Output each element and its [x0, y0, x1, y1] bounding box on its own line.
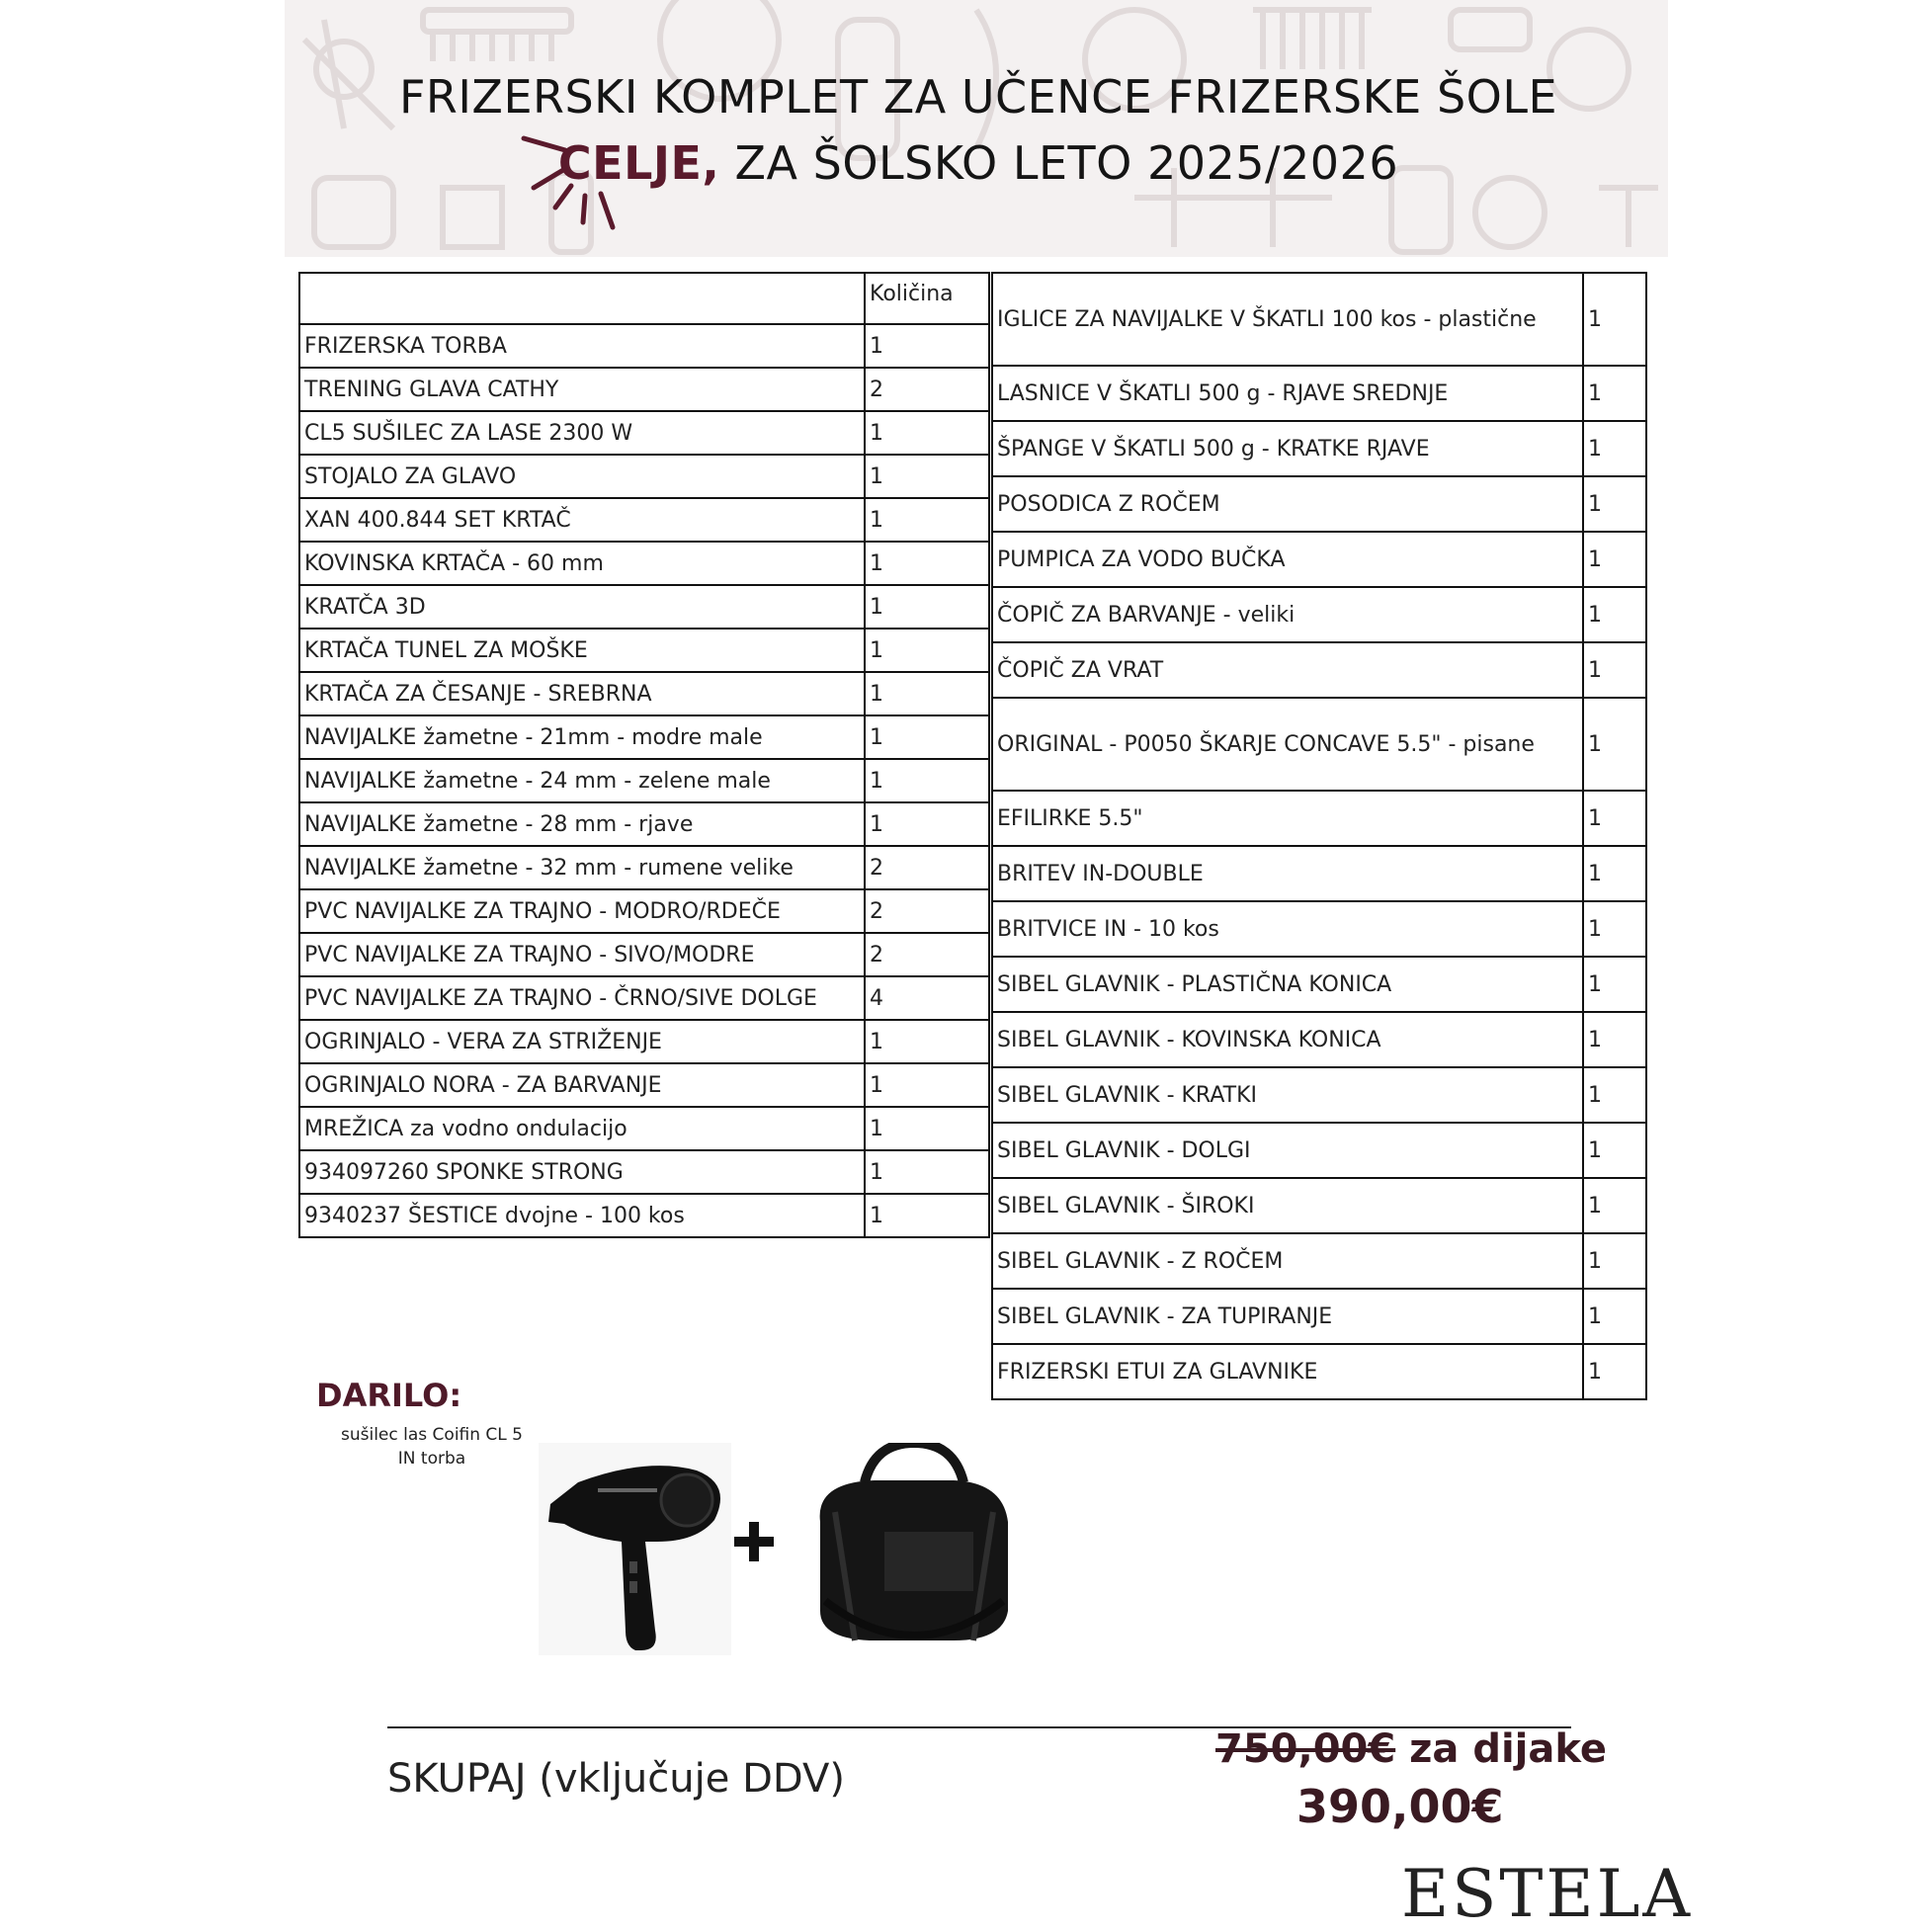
item-name: SIBEL GLAVNIK - KOVINSKA KONICA	[992, 1012, 1583, 1067]
table-row	[992, 846, 1646, 901]
page-title-line-1: FRIZERSKI KOMPLET ZA UČENCE FRIZERSKE ŠOLE	[398, 70, 1558, 124]
table-row	[299, 324, 989, 368]
item-quantity: 1	[865, 1194, 989, 1237]
table-row	[299, 672, 989, 715]
item-quantity: 1	[865, 802, 989, 846]
table-row	[992, 791, 1646, 846]
item-quantity: 1	[865, 672, 989, 715]
item-name: SIBEL GLAVNIK - Z ROČEM	[992, 1233, 1583, 1289]
table-row	[299, 1150, 989, 1194]
table-row	[992, 1344, 1646, 1399]
item-name: SIBEL GLAVNIK - ŠIROKI	[992, 1178, 1583, 1233]
right-items-table	[991, 272, 1647, 1400]
table-row	[299, 802, 989, 846]
item-name: ČOPIČ ZA BARVANJE - veliki	[992, 587, 1583, 642]
item-name: ŠPANGE V ŠKATLI 500 g - KRATKE RJAVE	[992, 421, 1583, 476]
item-name: SIBEL GLAVNIK - PLASTIČNA KONICA	[992, 957, 1583, 1012]
table-row	[992, 698, 1646, 791]
table-row	[299, 1194, 989, 1237]
table-row	[992, 476, 1646, 532]
bag-icon	[820, 1443, 1008, 1640]
brand-logo: ESTELA	[1401, 1856, 1694, 1932]
item-name: EFILIRKE 5.5"	[992, 791, 1583, 846]
table-row	[992, 421, 1646, 476]
table-row	[299, 455, 989, 498]
left-items-table	[298, 272, 990, 1238]
item-quantity: 1	[1583, 901, 1646, 957]
item-quantity: 2	[865, 368, 989, 411]
table-row	[992, 532, 1646, 587]
item-name: PUMPICA ZA VODO BUČKA	[992, 532, 1583, 587]
item-name: POSODICA Z ROČEM	[992, 476, 1583, 532]
table-row	[299, 542, 989, 585]
item-name: BRITVICE IN - 10 kos	[992, 901, 1583, 957]
item-quantity: 1	[1583, 1344, 1646, 1399]
table-row	[992, 1289, 1646, 1344]
item-name: PVC NAVIJALKE ZA TRAJNO - ČRNO/SIVE DOLGE	[299, 976, 865, 1020]
gift-line-1: sušilec las Coifin CL 5	[341, 1425, 523, 1445]
table-row	[992, 273, 1646, 366]
table-row	[299, 411, 989, 455]
school-year: ZA ŠOLSKO LETO 2025/2026	[719, 136, 1399, 190]
item-quantity: 1	[1583, 642, 1646, 698]
item-quantity: 1	[865, 715, 989, 759]
table-row	[299, 498, 989, 542]
table-row	[299, 585, 989, 629]
item-name: KRATČA 3D	[299, 585, 865, 629]
table-row	[299, 1063, 989, 1107]
item-name: FRIZERSKI ETUI ZA GLAVNIKE	[992, 1344, 1583, 1399]
item-quantity: 2	[865, 889, 989, 933]
item-name: PVC NAVIJALKE ZA TRAJNO - MODRO/RDEČE	[299, 889, 865, 933]
table-row	[992, 1123, 1646, 1178]
item-name: IGLICE ZA NAVIJALKE V ŠKATLI 100 kos - plastične	[992, 273, 1583, 366]
item-quantity: 2	[865, 846, 989, 889]
new-price: 390,00€	[1296, 1780, 1504, 1833]
table-row	[992, 587, 1646, 642]
sunburst-icon	[514, 128, 642, 237]
item-quantity: 1	[1583, 366, 1646, 421]
table-row	[299, 629, 989, 672]
item-name: PVC NAVIJALKE ZA TRAJNO - SIVO/MODRE	[299, 933, 865, 976]
table-row	[992, 957, 1646, 1012]
quantity-header: Količina	[865, 273, 989, 324]
table-header-row	[299, 273, 989, 324]
item-quantity: 1	[865, 1020, 989, 1063]
gift-image	[539, 1443, 1023, 1655]
item-quantity: 1	[1583, 1289, 1646, 1344]
gift-description	[318, 1423, 545, 1470]
item-name: XAN 400.844 SET KRTAČ	[299, 498, 865, 542]
item-quantity: 1	[1583, 1178, 1646, 1233]
item-quantity: 1	[1583, 1123, 1646, 1178]
item-name: SIBEL GLAVNIK - DOLGI	[992, 1123, 1583, 1178]
hair-dryer-icon	[539, 1443, 731, 1655]
hairdressing-tools-pattern	[285, 0, 1668, 257]
item-quantity: 1	[1583, 532, 1646, 587]
item-name: TRENING GLAVA CATHY	[299, 368, 865, 411]
item-name: STOJALO ZA GLAVO	[299, 455, 865, 498]
item-name: MREŽICA za vodno ondulacijo	[299, 1107, 865, 1150]
header-background	[285, 0, 1668, 257]
city-name: CELJE,	[557, 136, 720, 190]
item-name: NAVIJALKE žametne - 32 mm - rumene velike	[299, 846, 865, 889]
item-quantity: 1	[1583, 1012, 1646, 1067]
total-label: SKUPAJ (vključuje DDV)	[387, 1756, 845, 1802]
table-row	[299, 759, 989, 802]
item-quantity: 1	[865, 1063, 989, 1107]
item-quantity: 4	[865, 976, 989, 1020]
table-row	[992, 366, 1646, 421]
item-quantity: 1	[865, 455, 989, 498]
item-name: NAVIJALKE žametne - 28 mm - rjave	[299, 802, 865, 846]
gift-line-2: IN torba	[397, 1449, 466, 1469]
item-quantity: 1	[865, 759, 989, 802]
table-row	[299, 1107, 989, 1150]
page-title-line-2	[296, 135, 1660, 191]
item-quantity: 1	[865, 542, 989, 585]
item-quantity: 1	[1583, 587, 1646, 642]
item-name: 9340237 ŠESTICE dvojne - 100 kos	[299, 1194, 865, 1237]
item-name: KRTAČA ZA ČESANJE - SREBRNA	[299, 672, 865, 715]
item-name: NAVIJALKE žametne - 24 mm - zelene male	[299, 759, 865, 802]
table-row	[299, 368, 989, 411]
item-name: BRITEV IN-DOUBLE	[992, 846, 1583, 901]
table-row	[992, 1067, 1646, 1123]
item-name: SIBEL GLAVNIK - ZA TUPIRANJE	[992, 1289, 1583, 1344]
table-row	[299, 933, 989, 976]
item-name: FRIZERSKA TORBA	[299, 324, 865, 368]
table-row	[992, 642, 1646, 698]
item-quantity: 1	[1583, 1067, 1646, 1123]
item-quantity: 2	[865, 933, 989, 976]
item-name: 934097260 SPONKE STRONG	[299, 1150, 865, 1194]
table-row	[992, 1178, 1646, 1233]
item-name: ČOPIČ ZA VRAT	[992, 642, 1583, 698]
item-name: OGRINJALO - VERA ZA STRIŽENJE	[299, 1020, 865, 1063]
item-quantity: 1	[865, 585, 989, 629]
item-quantity: 1	[865, 411, 989, 455]
item-name: CL5 SUŠILEC ZA LASE 2300 W	[299, 411, 865, 455]
item-quantity: 1	[865, 1150, 989, 1194]
student-price-note: za dijake	[1395, 1726, 1608, 1772]
item-name: OGRINJALO NORA - ZA BARVANJE	[299, 1063, 865, 1107]
item-quantity: 1	[1583, 476, 1646, 532]
item-name: ORIGINAL - P0050 ŠKARJE CONCAVE 5.5" - pisane	[992, 698, 1583, 791]
item-quantity: 1	[1583, 421, 1646, 476]
item-quantity: 1	[1583, 1233, 1646, 1289]
table-row	[299, 889, 989, 933]
item-quantity: 1	[1583, 273, 1646, 366]
item-quantity: 1	[1583, 791, 1646, 846]
table-row	[299, 715, 989, 759]
item-quantity: 1	[865, 324, 989, 368]
item-quantity: 1	[865, 1107, 989, 1150]
item-name: LASNICE V ŠKATLI 500 g - RJAVE SREDNJE	[992, 366, 1583, 421]
table-header-empty	[299, 273, 865, 324]
gift-title: DARILO:	[316, 1377, 462, 1414]
table-row	[299, 1020, 989, 1063]
old-price-line	[1215, 1726, 1607, 1772]
item-quantity: 1	[865, 629, 989, 672]
item-name: SIBEL GLAVNIK - KRATKI	[992, 1067, 1583, 1123]
item-quantity: 1	[865, 498, 989, 542]
table-row	[992, 1233, 1646, 1289]
old-price: 750,00€	[1215, 1726, 1396, 1772]
table-row	[992, 1012, 1646, 1067]
table-row	[299, 976, 989, 1020]
item-quantity: 1	[1583, 846, 1646, 901]
item-name: KOVINSKA KRTAČA - 60 mm	[299, 542, 865, 585]
table-row	[992, 901, 1646, 957]
item-name: KRTAČA TUNEL ZA MOŠKE	[299, 629, 865, 672]
plus-icon	[734, 1522, 774, 1561]
item-quantity: 1	[1583, 957, 1646, 1012]
item-quantity: 1	[1583, 698, 1646, 791]
item-name: NAVIJALKE žametne - 21mm - modre male	[299, 715, 865, 759]
table-row	[299, 846, 989, 889]
